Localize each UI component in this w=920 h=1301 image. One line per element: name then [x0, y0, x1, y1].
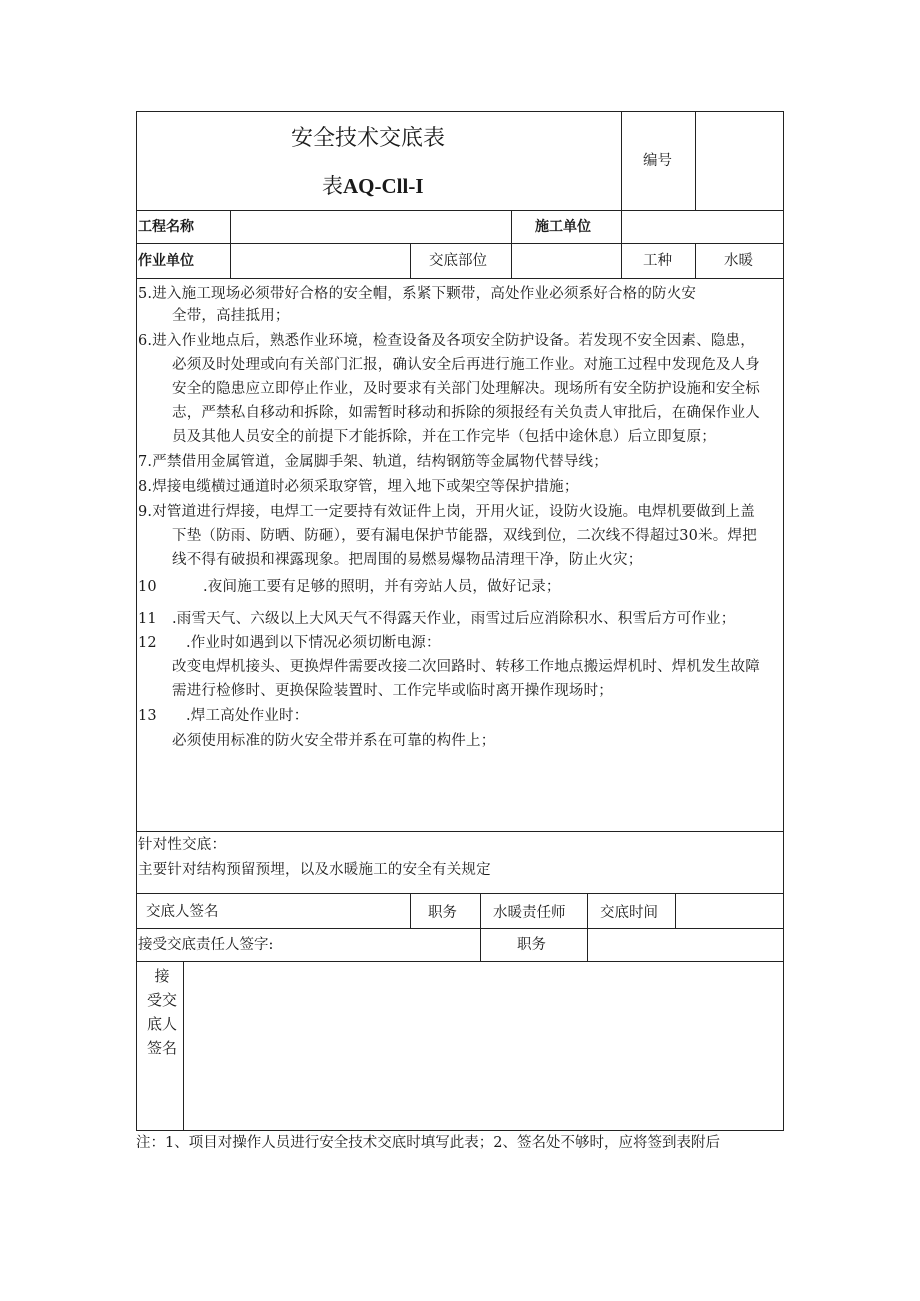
- content-line: 7.严禁借用金属管道，金属脚手架、轨道，结构钢筋等金属物代替导线；: [138, 454, 608, 470]
- receiver-resp-label: 接受交底责任人签字:: [138, 937, 274, 953]
- receivers-signature-area[interactable]: [184, 962, 783, 1130]
- item-number: 11: [138, 611, 157, 627]
- form-code-value: AQ-Cll-I: [343, 174, 424, 198]
- item-number: 12: [138, 635, 157, 651]
- item-text: .作业时如遇到以下情况必须切断电源：: [186, 635, 441, 651]
- location-label: 交底部位: [429, 253, 487, 269]
- content-line: 下垫（防雨、防晒、防砸），要有漏电保护节能器，双线到位，二次线不得超过30米。焊把: [172, 528, 757, 544]
- position-value: 水暖责任师: [493, 905, 566, 921]
- footnote: 注：1、项目对操作人员进行安全技术交底时填写此表；2、签名处不够时，应将签到表附后: [136, 1135, 720, 1151]
- targeted-text: 主要针对结构预留预埋，以及水暖施工的安全有关规定: [138, 862, 491, 878]
- content-line: 必须使用标准的防火安全带并系在可靠的构件上；: [172, 733, 496, 749]
- rule-left: [136, 111, 137, 1131]
- rule-r1-c: [621, 210, 622, 278]
- form-code-prefix: 表: [322, 174, 343, 198]
- content-line: 员及其他人员安全的前提下才能拆除，并在工作完毕（包括中途休息）后立即复原；: [172, 429, 716, 445]
- content-line: 安全的隐患应立即停止作业，及时要求有关部门处理解决。现场所有安全防护设施和安全标: [172, 381, 760, 397]
- rule-header-number: [695, 111, 696, 210]
- rule-right: [783, 111, 784, 1131]
- receivers-label-line: 底人: [146, 1015, 177, 1033]
- rule-r1-b: [511, 210, 512, 243]
- item-number: 13: [138, 708, 157, 724]
- targeted-label: 针对性交底：: [138, 837, 227, 853]
- position-label: 职务: [428, 905, 457, 921]
- rule-row1-bottom: [136, 243, 784, 244]
- discloser-label: 交底人签名: [146, 904, 219, 920]
- receivers-label-line: 受交: [146, 991, 177, 1009]
- rule-r2-b: [511, 243, 512, 278]
- trade-label: 工种: [643, 253, 672, 269]
- rule-header-bottom: [136, 210, 784, 211]
- time-label: 交底时间: [600, 905, 658, 921]
- work-unit-label: 作业单位: [138, 253, 194, 269]
- form-title: 安全技术交底表: [291, 126, 446, 151]
- rule-row2-bottom: [136, 278, 784, 279]
- item-text: .夜间施工要有足够的照明，并有旁站人员，做好记录；: [203, 579, 561, 595]
- rule-sign1-bottom: [136, 928, 784, 929]
- content-line: 5.进入施工现场必须带好合格的安全帽，系紧下颗带，高处作业必须系好合格的防火安: [138, 286, 697, 302]
- number-label: 编号: [643, 153, 672, 169]
- rule-top: [136, 111, 784, 112]
- item-text: .雨雪天气、六级以上大风天气不得露天作业，雨雪过后应消除积水、积雪后方可作业；: [172, 611, 736, 627]
- item-number: 10: [138, 579, 157, 595]
- content-line: 6.进入作业地点后，熟悉作业环境，检查设备及各项安全防护设备。若发现不安全因素、隐患，: [138, 333, 755, 349]
- rule-s1-c: [587, 893, 588, 961]
- rule-content-bottom: [136, 831, 784, 832]
- rule-s1-d: [675, 893, 676, 928]
- content-line: 线不得有破损和裸露现象。把周围的易燃易爆物品清理干净，防止火灾；: [172, 552, 643, 568]
- receivers-label: [142, 964, 182, 1060]
- trade-value: 水暖: [724, 253, 753, 269]
- rule-r1-a: [230, 210, 231, 278]
- receiver-position-label: 职务: [517, 937, 546, 953]
- rule-targeted-bottom: [136, 893, 784, 894]
- rule-r2-a: [410, 243, 411, 278]
- content-line: 全带，高挂抵用；: [172, 308, 290, 324]
- content-line: 必须及时处理或向有关部门汇报，确认安全后再进行施工作业。对施工过程中发现危及人身: [172, 357, 760, 373]
- construction-unit-label: 施工单位: [535, 219, 591, 235]
- form-code: [322, 172, 424, 200]
- rule-r2-c: [695, 243, 696, 278]
- rule-header-split: [621, 111, 622, 210]
- receivers-label-line: 接: [154, 967, 170, 985]
- item-text: .焊工高处作业时：: [186, 708, 309, 724]
- rule-bottom: [136, 1130, 784, 1131]
- content-line: 9.对管道进行焊接，电焊工一定要持有效证件上岗，开用火证，设防火设施。电焊机要做到上盖: [138, 504, 755, 520]
- content-line: 8.焊接电缆横过通道时必须采取穿管，埋入地下或架空等保护措施；: [138, 479, 579, 495]
- rule-s1-b: [480, 893, 481, 961]
- rule-s1-a: [410, 893, 411, 928]
- receivers-label-line: 签名: [146, 1039, 177, 1057]
- content-line: 改变电焊机接头、更换焊件需要改接二次回路时、转移工作地点搬运焊机时、焊机发生故障: [172, 659, 760, 675]
- content-line: 志，严禁私自移动和拆除，如需暂时移动和拆除的须报经有关负责人审批后，在确保作业人: [172, 405, 760, 421]
- content-line: 需进行检修时、更换保险装置时、工作完毕或临时离开操作现场时；: [172, 683, 613, 699]
- project-name-label: 工程名称: [138, 219, 194, 235]
